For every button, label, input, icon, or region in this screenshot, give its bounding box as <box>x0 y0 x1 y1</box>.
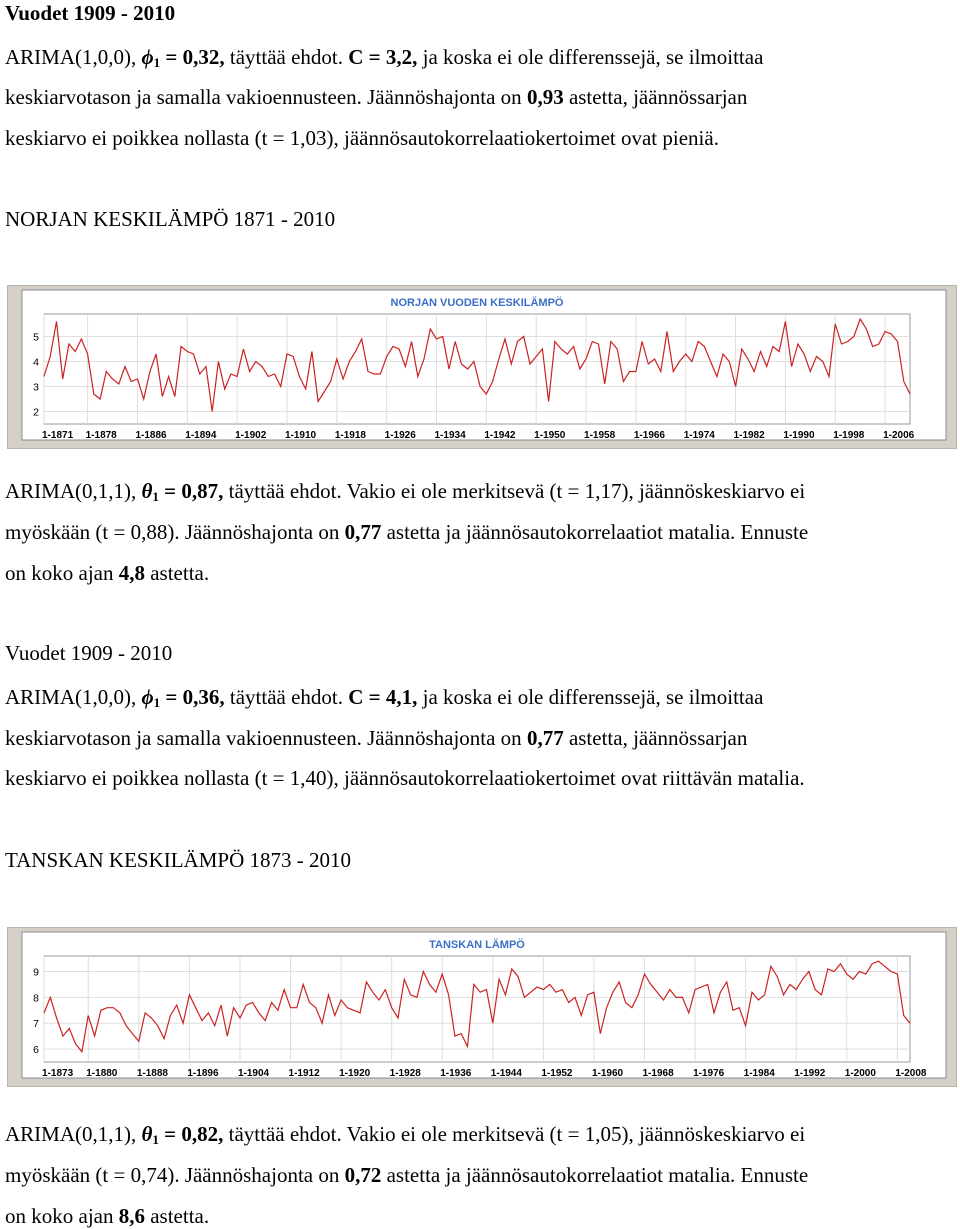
x-tick-label: 1-1871 <box>42 430 74 441</box>
paragraph-2-line-1: ARIMA(0,1,1), $\theta_1 = 0,87$, täyttää ehdot. Vakio ei ole merkitsevä (t = 1,17), jäännöskeskiarvo ei <box>5 479 806 504</box>
x-tick-label: 1-2008 <box>895 1068 927 1079</box>
paragraph-4-line-1: ARIMA(0,1,1), $\theta_1 = 0,82$, täyttää ehdot. Vakio ei ole merkitsevä (t = 1,05), jäännöskeskiarvo ei <box>5 1122 806 1147</box>
chart-norja-frame <box>7 285 957 449</box>
x-tick-label: 1-1880 <box>86 1068 118 1079</box>
x-tick-label: 1-1894 <box>185 430 217 441</box>
y-tick-label: 8 <box>33 992 39 1005</box>
x-tick-label: 1-1888 <box>136 1068 168 1079</box>
x-tick-label: 1-1968 <box>642 1068 674 1079</box>
x-tick-label: 1-1878 <box>85 430 117 441</box>
x-tick-label: 1-1952 <box>541 1068 573 1079</box>
paragraph-4-line-2: myöskään (t = 0,74). Jäännöshajonta on 0,72 astetta ja jäännösautokorrelaatiot matalia. Ennuste <box>5 1163 809 1187</box>
paragraph-1-line-1: ARIMA(1,0,0), $\phi_1 = 0,32$, täyttää ehdot. C = 3,2, ja koska ei ole differenssejä, se ilmoittaa <box>5 45 764 70</box>
x-tick-label: 1-1950 <box>534 430 566 441</box>
y-tick-label: 7 <box>33 1018 39 1031</box>
paragraph-3-line-2: keskiarvotason ja samalla vakioennusteen. Jäännöshajonta on 0,77 astetta, jäännössarjan <box>5 726 748 750</box>
paragraph-3-line-3: keskiarvo ei poikkea nollasta (t = 1,40), jäännösautokorrelaatiokertoimet ovat riittävän matalia. <box>5 766 805 790</box>
heading-vuodet-1: Vuodet 1909 - 2010 <box>5 1 176 25</box>
x-tick-label: 1-1936 <box>440 1068 472 1079</box>
y-tick-label: 4 <box>33 356 39 369</box>
x-tick-label: 1-1960 <box>591 1068 624 1079</box>
x-tick-label: 1-1942 <box>484 430 516 441</box>
x-tick-label: 1-1982 <box>733 430 765 441</box>
x-tick-label: 1-1990 <box>783 430 815 441</box>
x-tick-label: 1-1918 <box>334 430 366 441</box>
chart-title: NORJAN VUODEN KESKILÄMPÖ <box>390 297 564 309</box>
x-tick-label: 1-2006 <box>883 430 915 441</box>
x-tick-label: 1-1926 <box>384 430 416 441</box>
paragraph-1-line-3: keskiarvo ei poikkea nollasta (t = 1,03), jäännösautokorrelaatiokertoimet ovat pieniä. <box>5 126 719 150</box>
section-heading-tanska: TANSKAN KESKILÄMPÖ 1873 - 2010 <box>5 848 351 872</box>
x-tick-label: 1-1944 <box>490 1068 522 1079</box>
chart-tanska <box>8 928 956 1086</box>
x-tick-label: 1-1896 <box>187 1068 219 1079</box>
paragraph-1-line-2: keskiarvotason ja samalla vakioennusteen. Jäännöshajonta on 0,93 astetta, jäännössarjan <box>5 85 748 109</box>
y-tick-label: 3 <box>33 381 39 394</box>
x-tick-label: 1-1873 <box>42 1068 74 1079</box>
x-tick-label: 1-1912 <box>288 1068 320 1079</box>
y-tick-label: 6 <box>33 1044 39 1057</box>
chart-norja <box>8 286 956 448</box>
chart-title: TANSKAN LÄMPÖ <box>429 939 525 951</box>
x-tick-label: 1-1998 <box>833 430 865 441</box>
x-tick-label: 1-1904 <box>237 1068 270 1079</box>
plot-area <box>44 314 910 424</box>
x-tick-label: 1-1958 <box>584 430 616 441</box>
x-tick-label: 1-1920 <box>339 1068 371 1079</box>
x-tick-label: 1-1966 <box>633 430 666 441</box>
chart-tanska-frame <box>7 927 957 1087</box>
x-tick-label: 1-1974 <box>683 430 715 441</box>
paragraph-2-line-2: myöskään (t = 0,88). Jäännöshajonta on 0,77 astetta ja jäännösautokorrelaatiot matalia. Ennuste <box>5 520 809 544</box>
x-tick-label: 1-1910 <box>284 430 317 441</box>
y-tick-label: 5 <box>33 331 39 344</box>
x-tick-label: 1-1976 <box>693 1068 725 1079</box>
x-tick-label: 1-1902 <box>235 430 267 441</box>
paragraph-3-line-1: ARIMA(1,0,0), $\phi_1 = 0,36$, täyttää ehdot. C = 4,1, ja koska ei ole differenssejä, se ilmoittaa <box>5 685 764 710</box>
x-tick-label: 1-1984 <box>743 1068 775 1079</box>
x-tick-label: 1-1992 <box>794 1068 826 1079</box>
paragraph-2-line-3: on koko ajan 4,8 astetta. <box>5 561 210 585</box>
x-tick-label: 1-2000 <box>844 1068 876 1079</box>
y-tick-label: 9 <box>33 966 39 979</box>
y-tick-label: 2 <box>33 406 39 419</box>
section-heading-norja: NORJAN KESKILÄMPÖ 1871 - 2010 <box>5 207 336 231</box>
heading-vuodet-2: Vuodet 1909 - 2010 <box>5 641 173 665</box>
paragraph-4-line-3: on koko ajan 8,6 astetta. <box>5 1204 210 1228</box>
x-tick-label: 1-1934 <box>434 430 466 441</box>
x-tick-label: 1-1886 <box>135 430 167 441</box>
x-tick-label: 1-1928 <box>389 1068 421 1079</box>
